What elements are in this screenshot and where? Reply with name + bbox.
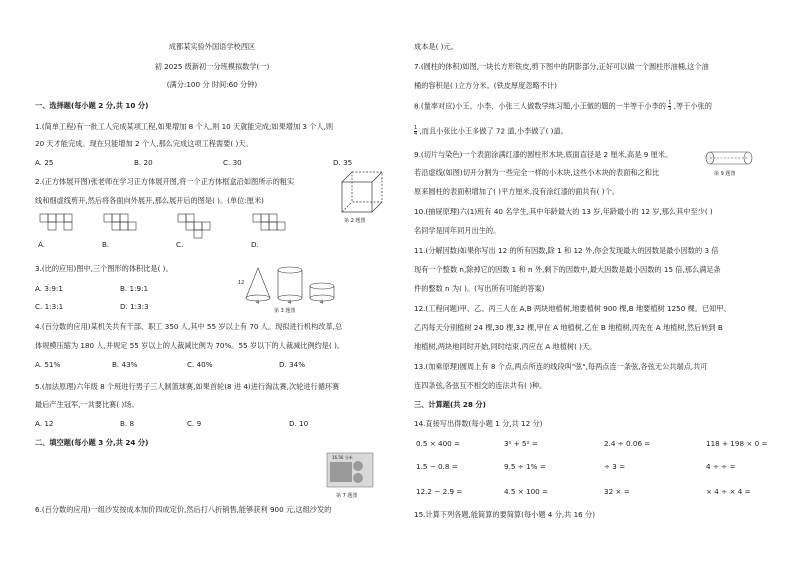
- q3-option-d: D. 1:3:3: [120, 302, 149, 311]
- q11-line3: 件的整数 n 为( )。(写出所有可能的答案): [414, 284, 545, 293]
- q8-line1: [414, 101, 712, 112]
- q4-option-b: B. 43%: [112, 360, 138, 369]
- q2-option-a: A.: [38, 240, 46, 249]
- q7-line1: 7.(圆柱的体积)如图,一块长方形铁皮,剪下图中的阴影部分,正好可以做一个圆柱形油桶,这个油: [414, 62, 709, 71]
- fig3-num-r2: 4: [288, 300, 292, 306]
- q8-text-b: ,等于小张的: [673, 101, 712, 111]
- cube-nets: [38, 212, 338, 252]
- q2-option-c: C.: [176, 240, 184, 249]
- right-column: [412, 0, 772, 562]
- calc-item: 9.5 ÷ 1% =: [504, 462, 546, 471]
- q5-option-d: D. 10: [289, 419, 309, 428]
- q11-line1: 11.(分解因数)如果你写出 12 的所有因数,除 1 和 12 外,你会发现最大的因数是最小因数的 3 倍: [414, 246, 719, 255]
- q1-option-a: A. 25: [35, 158, 54, 167]
- calc-item: 0.5 × 400 =: [416, 439, 461, 448]
- q5-option-b: B. 8: [120, 419, 135, 428]
- q3-option-b: B. 1:9:1: [120, 284, 149, 293]
- q5-line2: 最后产生冠军,一共要比赛( )场。: [35, 400, 139, 409]
- q3-line: 3.(比的应用)图中,三个图形的体积比是( )。: [35, 264, 173, 273]
- school-title: 成都某实验外国语学校西区: [168, 42, 256, 51]
- q1-line1: 1.(简单工程)有一批工人完成某项工程,如果增加 8 个人,则 10 天就能完成;如果增加 3 个人,则: [35, 122, 334, 131]
- q5-line1: 5.(加法原理)六年级 8 个班进行男子三人制篮球赛,如果首轮(8 进 4)进行淘汰赛,次轮进行循环赛: [35, 382, 340, 391]
- calc-item: 4 ÷ ÷ =: [706, 462, 736, 471]
- left-column: [32, 0, 392, 562]
- q1-option-d: D. 35: [333, 158, 353, 167]
- calc-item: ÷ 3 =: [604, 462, 626, 471]
- q6-line1: 6.(百分数的应用)一组沙发按成本加价四成定价,然后打八折销售,能够获利 900 元,这组沙发的: [35, 505, 332, 514]
- q2-option-d: D.: [251, 240, 259, 249]
- q8-text-c: ,而且小张比小王多做了 72 道,小李做了( )道。: [419, 126, 568, 136]
- q6-line2: 成本是( )元。: [414, 42, 458, 51]
- q12-line1: 12.(工程问题)甲、乙、丙三人在 A,B 两块地植树,地要植树 900 棵,B 地要植树 1250 棵。已知甲、: [414, 304, 731, 313]
- calc-item: 1.5 − 0.8 =: [416, 462, 458, 471]
- q10-line2: 名同学是同年同月出生的。: [414, 226, 501, 235]
- q15-title: 15.计算下列各题,能简算的要简算(每小题 4 分,共 16 分): [414, 510, 596, 519]
- q2-option-b: B.: [102, 240, 110, 249]
- q5-option-a: A. 12: [35, 419, 54, 428]
- calc-item: 3² + 5² =: [504, 439, 538, 448]
- q12-line2: 乙丙每天分别植树 24 棵,30 棵,32 棵,甲在 A 地植树,乙在 B 地植树,丙先在 A 地植树,然后转到 B: [414, 323, 723, 332]
- q1-line2: 20 天才能完成。现在只能增加 2 个人,那么完成这项工程需要( )天。: [35, 139, 253, 148]
- q13-line1: 13.(加乘原理)圆周上有 8 个点,两点所连的线段叫"弦",每两点连一条弦,各弦无公共端点,共可: [414, 362, 708, 371]
- cylinder-net-figure: [326, 452, 376, 504]
- q4-option-a: A. 51%: [35, 360, 61, 369]
- calc-item: 2.4 ÷ 0.06 =: [604, 439, 651, 448]
- q14-title: 14.直接写出得数(每小题 1 分,共 12 分): [414, 419, 543, 428]
- calc-item: 12.2 − 2.9 =: [416, 487, 463, 496]
- q10-line1: 10.(抽屉原理)六(1)班有 40 名学生,其中年龄最大的 13 岁,年龄最小的 12 岁,那么其中至少( ): [414, 207, 713, 216]
- q13-line2: 连四条弦,各弦互不相交的连法共有( )种。: [414, 381, 547, 390]
- calc-item: × 4 ÷ × 4 =: [706, 487, 751, 496]
- fig3-caption: 第 3 题图: [274, 308, 296, 314]
- q4-line2: 体规模压缩为 180 人,并规定 55 岁以上的人裁减比例为 70%。55 岁以下的人裁减比例约是( )。: [35, 341, 345, 350]
- section-3-title: 三、计算题(共 28 分): [414, 400, 486, 409]
- q7-line2: 桶的容积是( )立方分米。(铁皮厚度忽略不计): [414, 81, 557, 90]
- fig7-dimension-label: 16.56 分米: [332, 455, 353, 460]
- q12-line3: 地植树,两块地同时开始,同时结束,丙应在 A 地植树( )天。: [414, 342, 597, 351]
- q2-line1: 2.(正方体展开图)张老师在学习正方体展开图,将一个正方体框盒沿如图所示的粗实: [35, 177, 295, 186]
- fig3-num-height: 12: [238, 280, 245, 286]
- q3-option-c: C. 1:3:1: [35, 302, 64, 311]
- q4-option-c: C. 40%: [187, 360, 213, 369]
- calc-item: 4.5 × 100 =: [504, 487, 549, 496]
- q9-line1: 9.(切片与染色)一个表面涂满红漆的圆柱形木块,底面直径是 2 厘米,高是 9 厘米。: [414, 150, 673, 159]
- cube-figure: [340, 170, 385, 230]
- q5-option-c: C. 9: [187, 419, 202, 428]
- q8-fraction-2: $\frac{1}{4}$: [414, 125, 418, 137]
- q9-line3: 原来圆柱的表面积增加了( )平方厘米,没有涂红漆的面共有( )个。: [414, 187, 619, 196]
- calc-item: 32 × =: [604, 487, 630, 496]
- q8-text-a: 8.(量率对应)小王、小李、小张三人做数学练习题,小王做的题的一半等于小李的: [414, 101, 666, 111]
- q4-option-d: D. 34%: [279, 360, 306, 369]
- section-2-title: 二、填空题(每小题 3 分,共 24 分): [35, 438, 149, 447]
- q1-option-b: B. 20: [134, 158, 153, 167]
- fig3-num-r3: 4: [320, 300, 324, 306]
- fig2-caption: 第 2 题图: [344, 218, 366, 224]
- q11-line2: 现有一个整数 n,除掉它的因数 1 和 n 外,剩下的因数中,最大因数是最小因数的 15 倍,那么满足条: [414, 265, 721, 274]
- cylinder-slice-figure: [704, 150, 764, 180]
- exam-info: (满分:100 分 时间:60 分钟): [166, 80, 258, 89]
- q4-line1: 4.(百分数的应用)某机关共有干部、职工 350 人,其中 55 岁以上有 70 人。现拟进行机构改革,总: [35, 322, 343, 331]
- q3-option-a: A. 3:9:1: [35, 284, 63, 293]
- q1-option-c: C. 30: [223, 158, 242, 167]
- fig3-num-r1: 4: [256, 300, 260, 306]
- q9-line2: 若沿虚线(如图)切开分割为一些完全一样的小木块,这些小木块的表面和之和比: [414, 168, 660, 177]
- calc-item: 118 + 198 × 0 =: [706, 439, 768, 448]
- solids-figure: [238, 264, 338, 314]
- fig7-caption: 第 7 题图: [336, 493, 358, 499]
- q8-fraction-1: $\frac{1}{3}$: [668, 100, 672, 112]
- section-1-title: 一、选择题(每小题 2 分,共 10 分): [35, 101, 149, 110]
- exam-title: 初 2025 级新初一分班模拟数学(一): [154, 62, 270, 71]
- q2-line2: 线和细虚线剪开,然后将各面向外展开,那么展开后的图是( )。(单位:厘米): [35, 196, 264, 205]
- fig9-caption: 第 9 题图: [714, 171, 736, 177]
- q8-line2: [414, 126, 568, 137]
